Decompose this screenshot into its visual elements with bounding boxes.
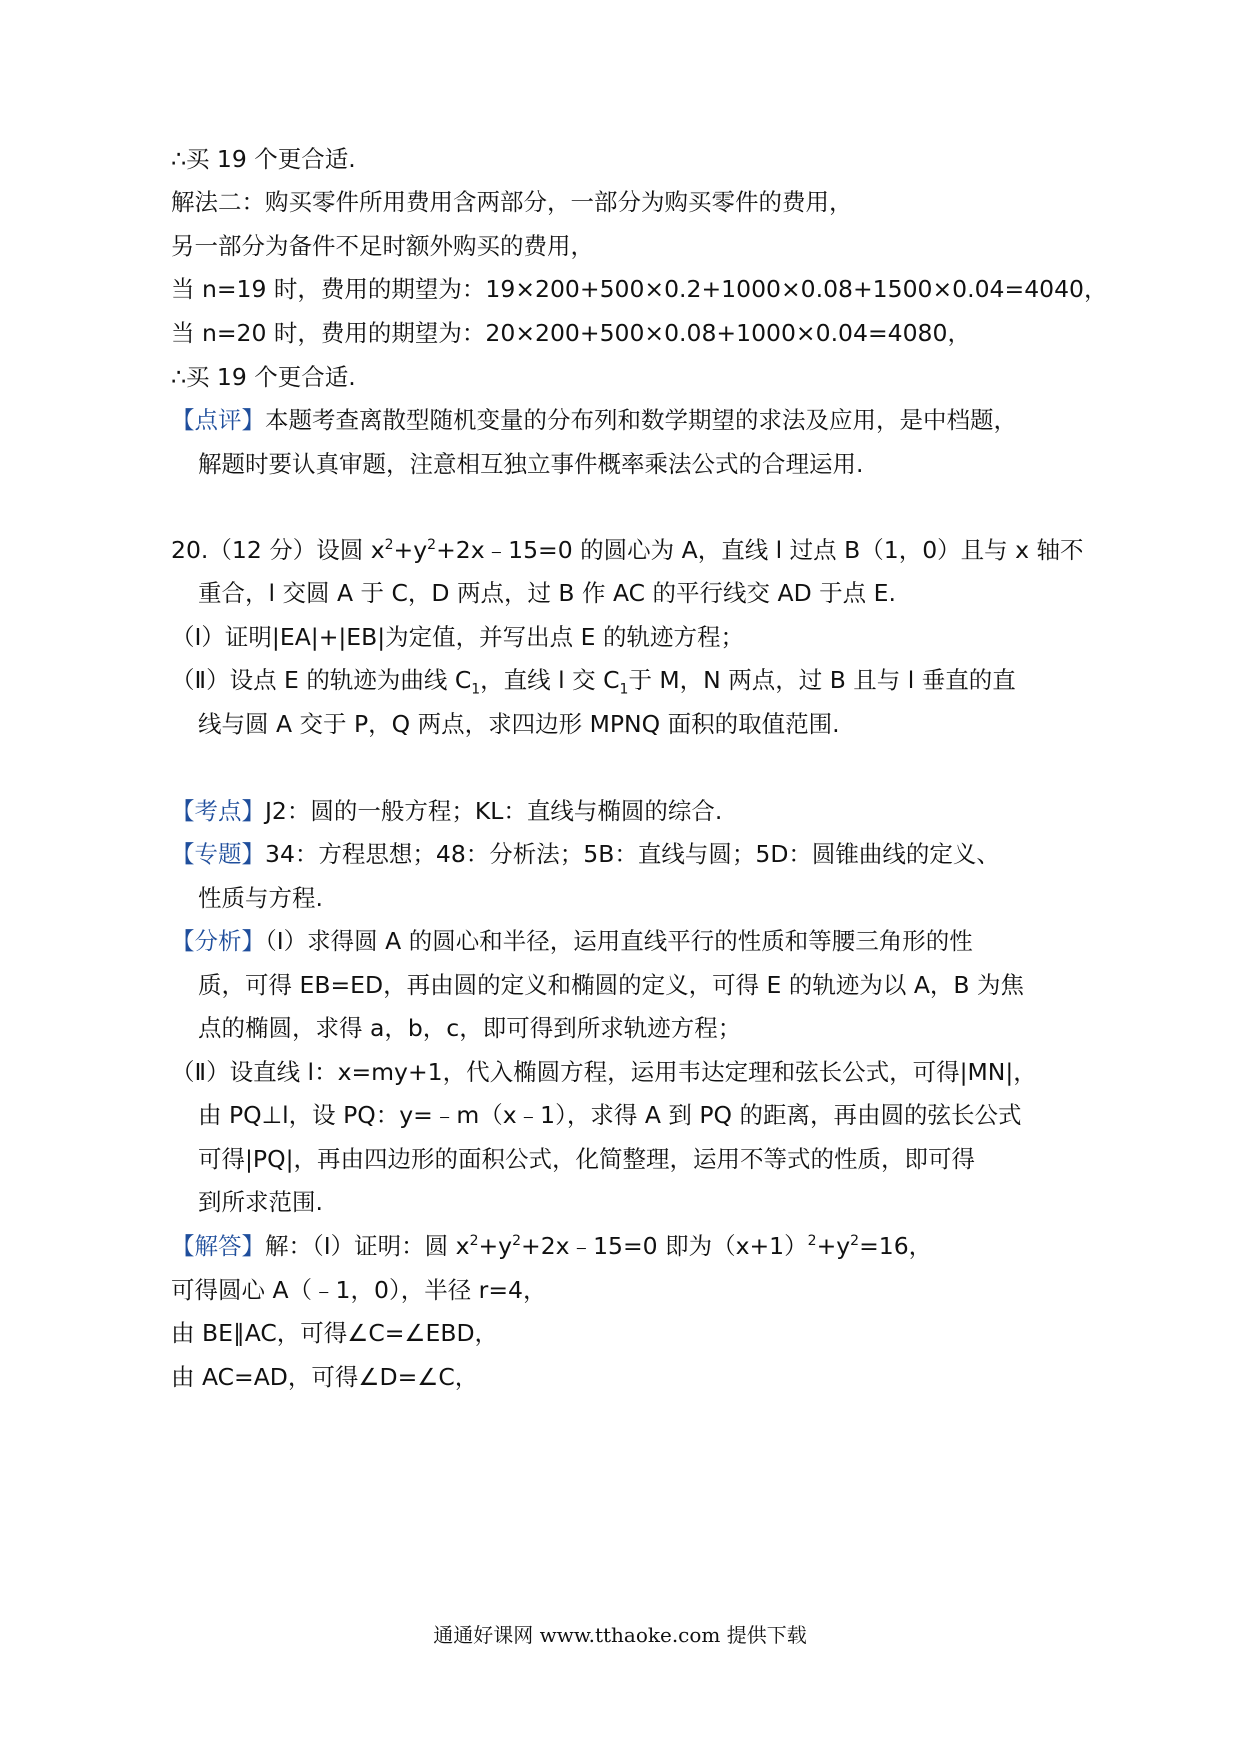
text-span: =16， <box>859 1232 933 1260</box>
text-line: ∴买 19 个更合适. <box>171 145 356 173</box>
review-tag: 【点评】 <box>171 406 265 434</box>
text-line: 到所求范围. <box>198 1188 323 1216</box>
review-line <box>171 404 1017 436</box>
text-line: 点的椭圆，求得 a，b，c，即可得到所求轨迹方程； <box>198 1014 742 1042</box>
knowledge-point-tag: 【考点】 <box>171 797 265 825</box>
topic-line <box>171 838 1000 870</box>
superscript: 2 <box>384 537 394 554</box>
text-line: （Ⅰ）证明|EA|+|EB|为定值，并写出点 E 的轨迹方程； <box>171 623 744 651</box>
text-span: +2x﹣15=0 即为（x+1） <box>521 1232 808 1260</box>
text-span: 20.（12 分）设圆 x <box>171 536 385 564</box>
text-line: 由 BE∥AC，可得∠C=∠EBD， <box>171 1319 499 1347</box>
knowledge-point-text: J2：圆的一般方程；KL：直线与椭圆的综合. <box>265 797 723 825</box>
answer-line <box>171 1230 932 1262</box>
superscript: 2 <box>807 1233 817 1250</box>
text-span: 解：（Ⅰ）证明：圆 x <box>265 1232 470 1260</box>
text-line: （Ⅱ）设直线 l：x=my+1，代入椭圆方程，运用韦达定理和弦长公式，可得|MN|， <box>171 1058 1037 1086</box>
text-line: 解法二：购买零件所用费用含两部分，一部分为购买零件的费用， <box>171 188 853 216</box>
text-line: 性质与方程. <box>198 884 323 912</box>
text-span: +y <box>478 1232 513 1260</box>
text-line: ∴买 19 个更合适. <box>171 363 356 391</box>
subscript: 1 <box>471 681 481 698</box>
text-span: （Ⅱ）设点 E 的轨迹为曲线 C <box>171 666 472 694</box>
knowledge-point-line <box>171 795 722 827</box>
text-span: +y <box>393 536 428 564</box>
question-20-part2-line <box>171 664 1016 696</box>
subscript: 1 <box>619 681 629 698</box>
review-text: 本题考查离散型随机变量的分布列和数学期望的求法及应用，是中档题， <box>265 406 1017 434</box>
text-line: 当 n=19 时，费用的期望为：19×200+500×0.2+1000×0.08+1500×0.04=4040， <box>171 275 1108 303</box>
question-20-line <box>171 534 1084 566</box>
text-line: 质，可得 EB=ED，再由圆的定义和椭圆的定义，可得 E 的轨迹为以 A，B 为焦 <box>198 971 1024 999</box>
text-span: +y <box>816 1232 851 1260</box>
superscript: 2 <box>850 1233 860 1250</box>
analysis-line <box>171 925 973 957</box>
topic-tag: 【专题】 <box>171 840 265 868</box>
answer-tag: 【解答】 <box>171 1232 265 1260</box>
text-span: +2x﹣15=0 的圆心为 A，直线 l 过点 B（1，0）且与 x 轴不 <box>436 536 1084 564</box>
text-line: 可得圆心 A（﹣1，0），半径 r=4， <box>171 1276 547 1304</box>
analysis-text: （Ⅰ）求得圆 A 的圆心和半径，运用直线平行的性质和等腰三角形的性 <box>265 927 973 955</box>
superscript: 2 <box>512 1233 522 1250</box>
analysis-tag: 【分析】 <box>171 927 265 955</box>
text-line: 由 AC=AD，可得∠D=∠C， <box>171 1363 479 1391</box>
superscript: 2 <box>469 1233 479 1250</box>
text-line: 由 PQ⊥l，设 PQ：y=﹣m（x﹣1），求得 A 到 PQ 的距离，再由圆的弦长公式 <box>198 1101 1022 1129</box>
text-span: ，直线 l 交 C <box>480 666 620 694</box>
text-line: 另一部分为备件不足时额外购买的费用， <box>171 232 594 260</box>
topic-text: 34：方程思想；48：分析法；5B：直线与圆；5D：圆锥曲线的定义、 <box>265 840 1000 868</box>
superscript: 2 <box>427 537 437 554</box>
text-line: 重合，l 交圆 A 于 C，D 两点，过 B 作 AC 的平行线交 AD 于点 E. <box>198 579 896 607</box>
text-line: 当 n=20 时，费用的期望为：20×200+500×0.08+1000×0.04=4080， <box>171 319 971 347</box>
text-line: 可得|PQ|，再由四边形的面积公式，化简整理，运用不等式的性质，即可得 <box>198 1145 976 1173</box>
page-footer: 通通好课网 www.tthaoke.com 提供下载 <box>433 1623 807 1647</box>
text-line: 线与圆 A 交于 P，Q 两点，求四边形 MPNQ 面积的取值范围. <box>198 710 840 738</box>
text-line: 解题时要认真审题，注意相互独立事件概率乘法公式的合理运用. <box>198 450 864 478</box>
text-span: 于 M，N 两点，过 B 且与 l 垂直的直 <box>628 666 1016 694</box>
